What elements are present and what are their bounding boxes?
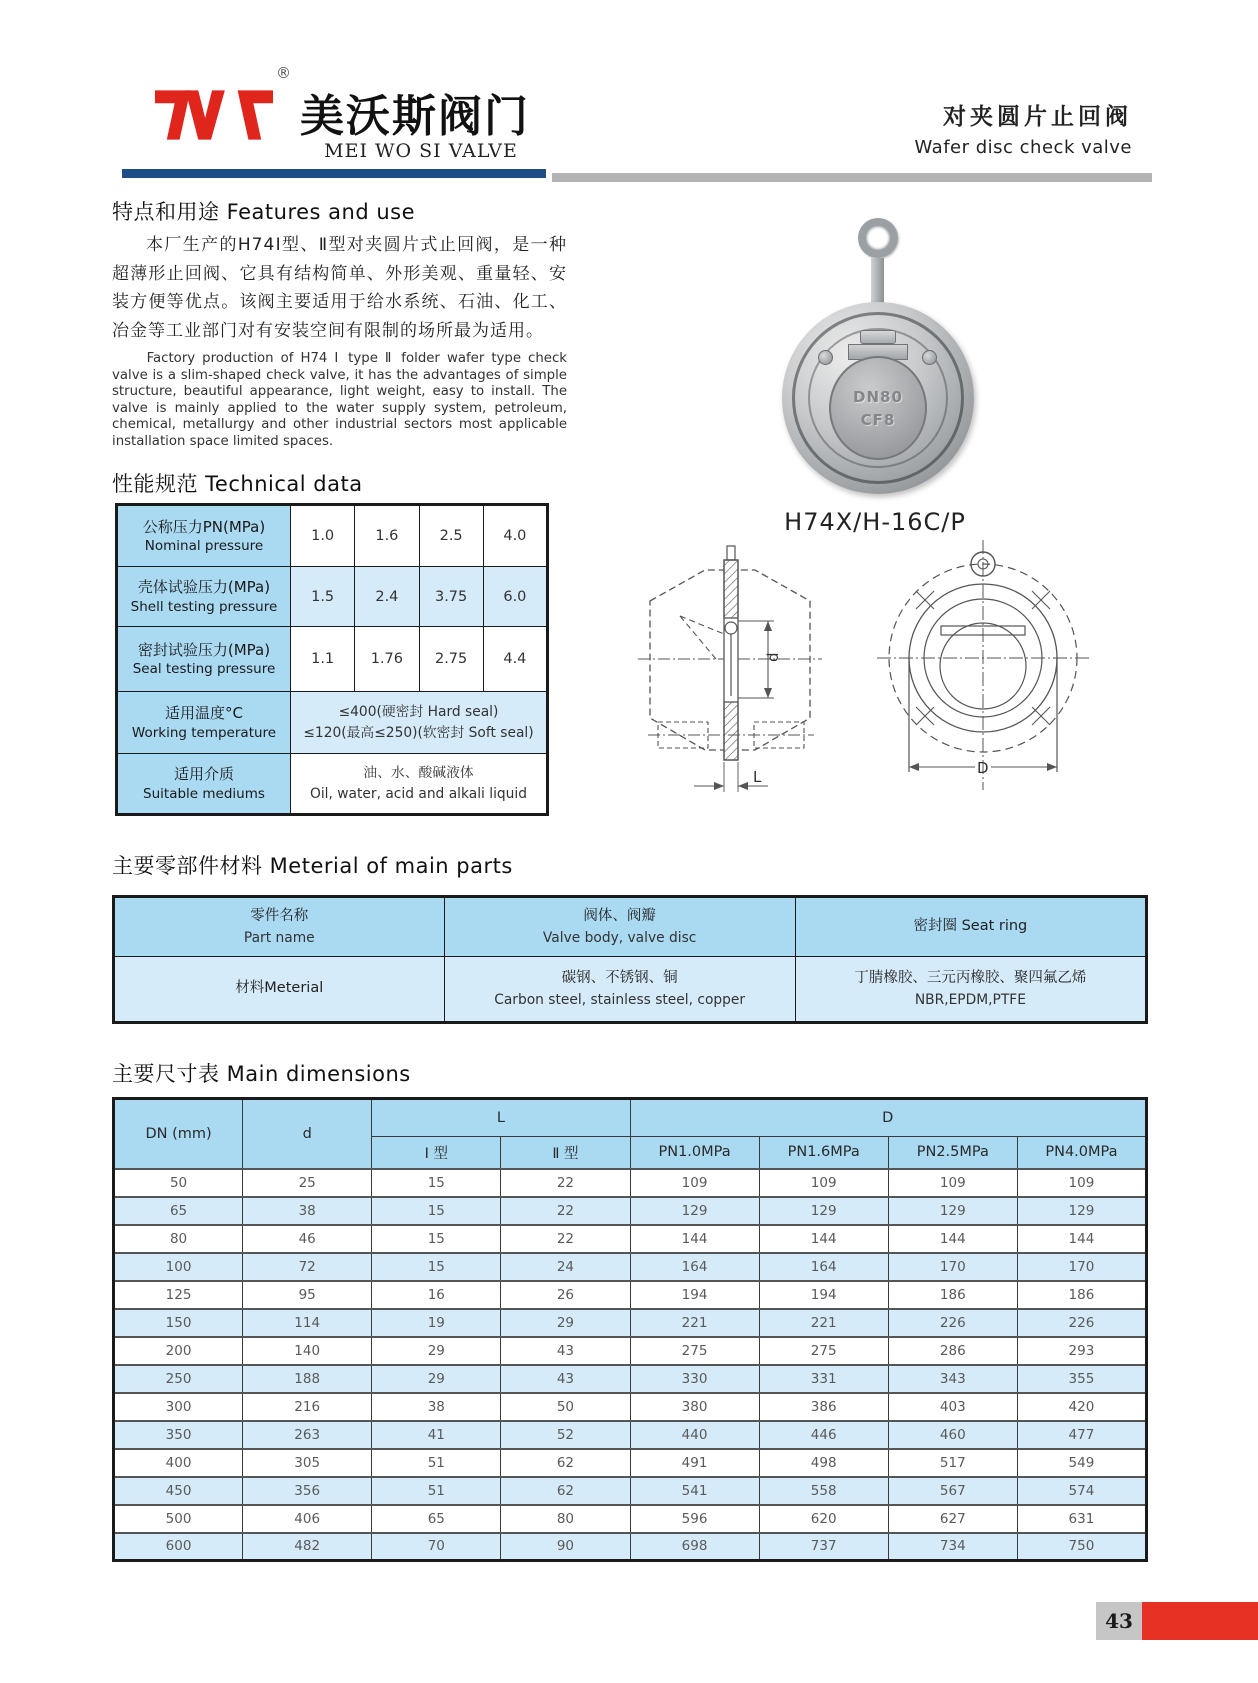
dimension-cell: 19 <box>372 1309 501 1337</box>
dimension-cell: 300 <box>114 1393 243 1421</box>
col-header-pn16: PN1.6MPa <box>759 1137 888 1169</box>
brand-name-cn: 美沃斯阀门 <box>300 91 530 142</box>
dimension-cell: 129 <box>630 1197 759 1225</box>
dim-label-D: D <box>977 759 989 777</box>
dimension-cell: 114 <box>243 1309 372 1337</box>
dimension-cell: 51 <box>372 1449 501 1477</box>
dimension-cell: 144 <box>888 1225 1017 1253</box>
drawing-front-view <box>877 540 1089 790</box>
dimension-cell: 226 <box>1017 1309 1146 1337</box>
screw-left <box>818 350 833 365</box>
dimension-cell: 70 <box>372 1533 501 1561</box>
dimension-cell: 737 <box>759 1533 888 1561</box>
dimension-cell: 477 <box>1017 1421 1146 1449</box>
dimension-cell: 29 <box>372 1365 501 1393</box>
dimension-cell: 109 <box>1017 1169 1146 1197</box>
dimension-cell: 186 <box>1017 1281 1146 1309</box>
materials-row-label: 材料Meterial <box>114 957 445 1023</box>
dimension-row <box>114 1197 1147 1225</box>
col-header-pn25: PN2.5MPa <box>888 1137 1017 1169</box>
dimension-cell: 43 <box>501 1337 630 1365</box>
product-title-cn: 对夹圆片止回阀 <box>943 104 1132 130</box>
dimension-cell: 221 <box>759 1309 888 1337</box>
dimension-cell: 125 <box>114 1281 243 1309</box>
dimension-cell: 129 <box>888 1197 1017 1225</box>
dimension-cell: 263 <box>243 1421 372 1449</box>
dimension-cell: 170 <box>888 1253 1017 1281</box>
dimension-cell: 330 <box>630 1365 759 1393</box>
dimension-cell: 343 <box>888 1365 1017 1393</box>
features-paragraph-en: Factory production of H74 Ⅰ type Ⅱ folder wafer type check valve is a slim-shaped check valve, it has the advantages of simple structure, beautiful appearance, light weight, easy to install. The valve is mainly applied to the water supply system, petroleum, chemical, metallurgy and other industrial sectors most applicable installation space limited spaces. <box>112 351 567 449</box>
header-navy-rule <box>122 169 546 178</box>
dimension-cell: 420 <box>1017 1393 1146 1421</box>
dimension-cell: 140 <box>243 1337 372 1365</box>
materials-seat-material: 丁腈橡胶、三元丙橡胶、聚四氟乙烯 NBR,EPDM,PTFE <box>795 957 1146 1023</box>
dimension-cell: 24 <box>501 1253 630 1281</box>
dimension-cell: 600 <box>114 1533 243 1561</box>
dimension-cell: 129 <box>1017 1197 1146 1225</box>
brand-logo-icon <box>155 82 273 148</box>
dimension-cell: 500 <box>114 1505 243 1533</box>
technical-row <box>117 567 548 627</box>
col-header-pn40: PN4.0MPa <box>1017 1137 1146 1169</box>
dimension-cell: 380 <box>630 1393 759 1421</box>
tech-value-cell: 1.76 <box>355 627 419 692</box>
dimension-cell: 72 <box>243 1253 372 1281</box>
tech-value-cell: 1.5 <box>291 567 355 627</box>
dimension-cell: 50 <box>114 1169 243 1197</box>
dimension-cell: 450 <box>114 1477 243 1505</box>
technical-row <box>117 505 548 567</box>
dimension-cell: 109 <box>888 1169 1017 1197</box>
dim-label-L: L <box>753 768 762 786</box>
materials-body-material: 碳钢、不锈钢、铜 Carbon steel, stainless steel, copper <box>444 957 795 1023</box>
dimension-row <box>114 1253 1147 1281</box>
dimension-cell: 446 <box>759 1421 888 1449</box>
brand-name-en: MEI WO SI VALVE <box>324 140 518 162</box>
dimension-cell: 129 <box>759 1197 888 1225</box>
dimension-cell: 62 <box>501 1449 630 1477</box>
dimensions-header-row <box>114 1099 1147 1137</box>
dimension-cell: 15 <box>372 1225 501 1253</box>
dimension-cell: 275 <box>630 1337 759 1365</box>
dimension-cell: 491 <box>630 1449 759 1477</box>
col-header-type1: Ⅰ 型 <box>372 1137 501 1169</box>
dimension-cell: 188 <box>243 1365 372 1393</box>
col-header-dn: DN (mm) <box>114 1099 243 1169</box>
dimension-cell: 109 <box>630 1169 759 1197</box>
tech-value-cell: ≤400(硬密封 Hard seal) ≤120(最高≤250)(软密封 Soft seal) <box>291 692 548 754</box>
technical-row <box>117 754 548 815</box>
screw-right <box>922 350 937 365</box>
technical-table-body <box>117 505 548 815</box>
dimension-cell: 29 <box>372 1337 501 1365</box>
dimension-cell: 549 <box>1017 1449 1146 1477</box>
header-gray-rule <box>552 173 1152 182</box>
dimension-cell: 65 <box>114 1197 243 1225</box>
technical-heading: 性能规范 Technical data <box>112 472 363 496</box>
dimension-row <box>114 1337 1147 1365</box>
dimension-cell: 51 <box>372 1477 501 1505</box>
dimension-row <box>114 1393 1147 1421</box>
dimension-cell: 26 <box>501 1281 630 1309</box>
technical-data-table <box>115 503 549 816</box>
materials-col1-header: 零件名称 Part name <box>114 897 445 957</box>
dimension-cell: 216 <box>243 1393 372 1421</box>
dimension-cell: 200 <box>114 1337 243 1365</box>
dimension-cell: 698 <box>630 1533 759 1561</box>
dimension-row <box>114 1365 1147 1393</box>
dimension-cell: 567 <box>888 1477 1017 1505</box>
dimension-row <box>114 1533 1147 1561</box>
tech-value-cell: 4.0 <box>483 505 547 567</box>
tech-value-cell: 4.4 <box>483 627 547 692</box>
dimension-cell: 734 <box>888 1533 1017 1561</box>
dim-label-d: d <box>764 652 782 662</box>
dimension-cell: 46 <box>243 1225 372 1253</box>
tech-value-cell: 油、水、酸碱液体 Oil, water, acid and alkali liquid <box>291 754 548 815</box>
dimension-cell: 293 <box>1017 1337 1146 1365</box>
dimension-cell: 558 <box>759 1477 888 1505</box>
tech-value-cell: 2.75 <box>419 627 483 692</box>
dimension-cell: 350 <box>114 1421 243 1449</box>
materials-col3-header: 密封圈 Seat ring <box>795 897 1146 957</box>
dimension-cell: 620 <box>759 1505 888 1533</box>
dimension-cell: 400 <box>114 1449 243 1477</box>
dimension-cell: 144 <box>1017 1225 1146 1253</box>
dimension-cell: 286 <box>888 1337 1017 1365</box>
dimension-cell: 41 <box>372 1421 501 1449</box>
tech-row-label: 公称压力PN(MPa) Nominal pressure <box>117 505 291 567</box>
technical-drawing <box>605 540 1105 792</box>
dimension-cell: 15 <box>372 1253 501 1281</box>
valve-disc-plate <box>829 356 927 460</box>
tech-row-label: 适用介质 Suitable mediums <box>117 754 291 815</box>
dimension-cell: 38 <box>243 1197 372 1225</box>
disc-marking: DN80 CF8 <box>853 388 903 429</box>
dimension-row <box>114 1281 1147 1309</box>
dimension-cell: 498 <box>759 1449 888 1477</box>
dimensions-heading: 主要尺寸表 Main dimensions <box>112 1062 411 1086</box>
dimension-cell: 100 <box>114 1253 243 1281</box>
dimension-cell: 517 <box>888 1449 1017 1477</box>
drawing-section-view <box>638 546 822 792</box>
dimension-cell: 43 <box>501 1365 630 1393</box>
model-number: H74X/H-16C/P <box>784 508 966 536</box>
valve-body <box>782 302 974 494</box>
dimension-cell: 15 <box>372 1169 501 1197</box>
materials-data-row <box>114 957 1147 1023</box>
dimension-cell: 194 <box>630 1281 759 1309</box>
dimension-cell: 596 <box>630 1505 759 1533</box>
dimension-cell: 109 <box>759 1169 888 1197</box>
technical-row <box>117 627 548 692</box>
tech-value-cell: 1.6 <box>355 505 419 567</box>
dimension-cell: 226 <box>888 1309 1017 1337</box>
dimension-cell: 194 <box>759 1281 888 1309</box>
dimension-cell: 22 <box>501 1169 630 1197</box>
technical-row <box>117 692 548 754</box>
dimension-cell: 22 <box>501 1225 630 1253</box>
dimensions-table-body <box>114 1169 1147 1561</box>
dimension-cell: 406 <box>243 1505 372 1533</box>
dimension-cell: 250 <box>114 1365 243 1393</box>
dimension-cell: 305 <box>243 1449 372 1477</box>
dimension-cell: 170 <box>1017 1253 1146 1281</box>
dimension-cell: 38 <box>372 1393 501 1421</box>
dimension-row <box>114 1169 1147 1197</box>
features-paragraph-cn: 本厂生产的H74Ⅰ型、Ⅱ型对夹圆片式止回阀，是一种超薄形止回阀、它具有结构简单、外形美观、重量轻、安装方便等优点。该阀主要适用于给水系统、石油、化工、冶金等工业部门对有安装空间有限制的场所最为适用。 <box>112 235 567 341</box>
tech-value-cell: 3.75 <box>419 567 483 627</box>
tech-value-cell: 2.5 <box>419 505 483 567</box>
tech-value-cell: 2.4 <box>355 567 419 627</box>
materials-header-row <box>114 897 1147 957</box>
dimension-cell: 386 <box>759 1393 888 1421</box>
col-header-d: d <box>243 1099 372 1169</box>
dimension-cell: 144 <box>630 1225 759 1253</box>
materials-heading: 主要零部件材料 Meterial of main parts <box>112 854 513 878</box>
hinge-clevis <box>860 330 896 344</box>
dimension-cell: 52 <box>501 1421 630 1449</box>
dimension-cell: 50 <box>501 1393 630 1421</box>
dimension-cell: 186 <box>888 1281 1017 1309</box>
dimension-cell: 750 <box>1017 1533 1146 1561</box>
dimension-row <box>114 1309 1147 1337</box>
col-group-L: L <box>372 1099 630 1137</box>
page-title <box>915 98 1132 158</box>
page-number: 43 <box>1096 1602 1142 1640</box>
col-header-pn10: PN1.0MPa <box>630 1137 759 1169</box>
dimension-cell: 440 <box>630 1421 759 1449</box>
dimension-row <box>114 1505 1147 1533</box>
dimension-cell: 627 <box>888 1505 1017 1533</box>
dimension-cell: 65 <box>372 1505 501 1533</box>
dimension-cell: 29 <box>501 1309 630 1337</box>
dimension-cell: 164 <box>630 1253 759 1281</box>
dimension-cell: 482 <box>243 1533 372 1561</box>
dimension-cell: 403 <box>888 1393 1017 1421</box>
dimension-cell: 95 <box>243 1281 372 1309</box>
dimension-row <box>114 1421 1147 1449</box>
dimension-cell: 150 <box>114 1309 243 1337</box>
footer-red-bar <box>1142 1602 1258 1640</box>
dimension-cell: 80 <box>501 1505 630 1533</box>
dimension-cell: 275 <box>759 1337 888 1365</box>
dimension-cell: 574 <box>1017 1477 1146 1505</box>
tech-value-cell: 1.0 <box>291 505 355 567</box>
dimension-cell: 15 <box>372 1197 501 1225</box>
lifting-stem <box>871 258 884 308</box>
materials-col2-header: 阀体、阀瓣 Valve body, valve disc <box>444 897 795 957</box>
product-title-en: Wafer disc check valve <box>914 137 1132 158</box>
col-group-D: D <box>630 1099 1147 1137</box>
tech-row-label: 密封试验压力(MPa) Seal testing pressure <box>117 627 291 692</box>
materials-table <box>112 895 1148 1024</box>
dimension-row <box>114 1449 1147 1477</box>
dimension-row <box>114 1477 1147 1505</box>
dimension-cell: 22 <box>501 1197 630 1225</box>
tech-row-label: 壳体试验压力(MPa) Shell testing pressure <box>117 567 291 627</box>
dimension-cell: 62 <box>501 1477 630 1505</box>
dimension-cell: 541 <box>630 1477 759 1505</box>
dimension-cell: 80 <box>114 1225 243 1253</box>
valve-photo <box>720 210 1030 500</box>
dimension-cell: 355 <box>1017 1365 1146 1393</box>
dimension-cell: 460 <box>888 1421 1017 1449</box>
dimension-cell: 16 <box>372 1281 501 1309</box>
dimension-cell: 631 <box>1017 1505 1146 1533</box>
features-heading: 特点和用途 Features and use <box>112 200 416 224</box>
lifting-ring <box>858 218 898 258</box>
dimension-cell: 221 <box>630 1309 759 1337</box>
dimension-cell: 25 <box>243 1169 372 1197</box>
dimension-cell: 90 <box>501 1533 630 1561</box>
col-header-type2: Ⅱ 型 <box>501 1137 630 1169</box>
tech-value-cell: 6.0 <box>483 567 547 627</box>
dimensions-table <box>112 1097 1148 1562</box>
dimension-cell: 356 <box>243 1477 372 1505</box>
tech-value-cell: 1.1 <box>291 627 355 692</box>
registered-mark: ® <box>276 64 291 82</box>
dimension-row <box>114 1225 1147 1253</box>
dimension-cell: 144 <box>759 1225 888 1253</box>
tech-row-label: 适用温度°C Working temperature <box>117 692 291 754</box>
dimension-cell: 164 <box>759 1253 888 1281</box>
dimension-cell: 331 <box>759 1365 888 1393</box>
